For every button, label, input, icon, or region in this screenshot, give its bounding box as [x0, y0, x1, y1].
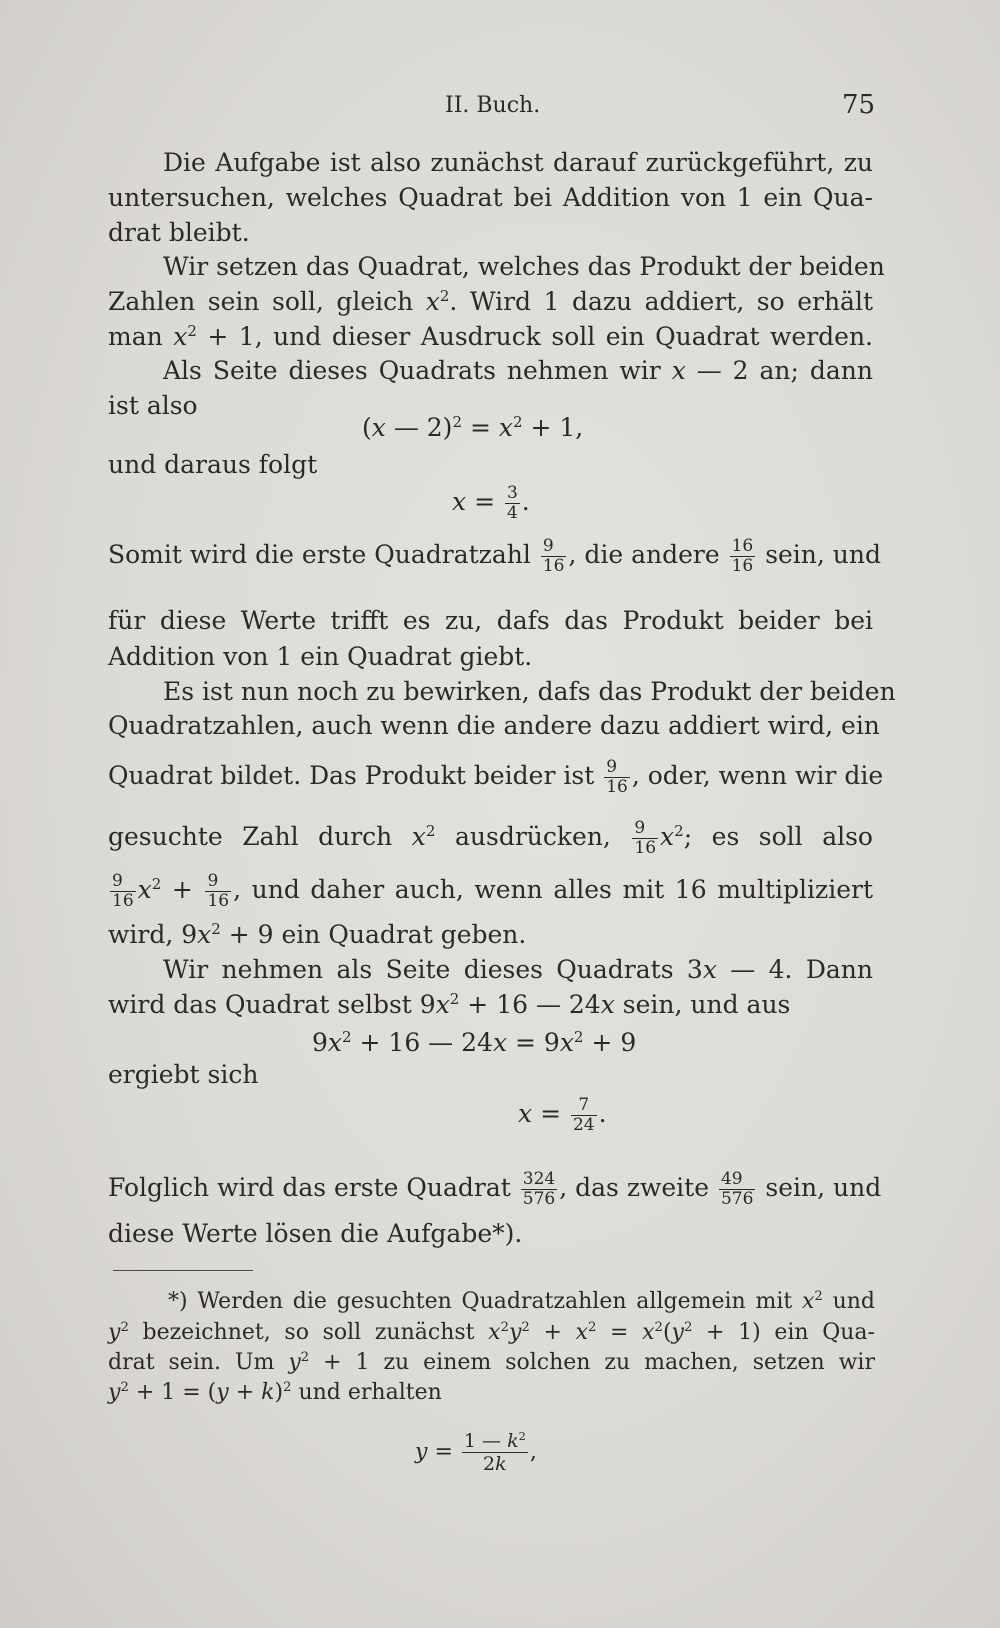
text-line: Quadrat bildet. Das Produkt beider ist $\frac{9}{16}$ , oder, wenn wir die [108, 757, 884, 797]
equation: $9x^2 + 16$ — $24x = 9x^2 + 9$ [312, 1028, 637, 1057]
text-line: Quadratzahlen, auch wenn die andere dazu addiert wird, ein [108, 711, 880, 740]
text-line: Es ist nun noch zu bewirken, dafs das Produkt der beiden [163, 677, 896, 706]
footnote-rule [113, 1270, 253, 1271]
text-line: Zahlen sein soll, gleich $x^2$. Wird 1 dazu addiert, so erhält [108, 287, 873, 316]
text-line: Als Seite dieses Quadrats nehmen wir x — 2 an; dann [163, 356, 873, 385]
fraction: $\frac{324}{576}$ [522, 1169, 556, 1209]
equation: x = $\frac{7}{24}$ . [518, 1095, 607, 1135]
equation: x = $\frac{3}{4}$ . [452, 483, 530, 523]
text-line: ist also [108, 391, 198, 420]
text-line: wird das Quadrat selbst $9x^2 + 16$ — 24x sein, und aus [108, 990, 791, 1019]
fraction: $\frac{7}{24}$ [572, 1095, 595, 1135]
fraction: $\frac{3}{4}$ [506, 483, 518, 523]
text-line: und daraus folgt [108, 450, 318, 479]
text-line: gesuchte Zahl durch $x^2$ ausdrücken, $\frac{9}{16}$ $x^2$; es soll also [108, 818, 873, 858]
footnote-line: drat sein. Um $y^2 + 1$ zu einem solchen zu machen, setzen wir [108, 1350, 875, 1375]
text-line: für diese Werte trifft es zu, dafs das Produkt beider bei [108, 606, 873, 635]
text-line: wird, $9x^2 + 9$ ein Quadrat geben. [108, 920, 527, 949]
fraction: $\frac{9}{16}$ [634, 818, 657, 858]
text-line: $\frac{9}{16}$ $x^2$ + $\frac{9}{16}$ , und daher auch, wenn alles mit 16 multipliziert [112, 871, 874, 911]
text-line: man $x^2 + 1$, und dieser Ausdruck soll ein Quadrat werden. [108, 322, 874, 351]
footnote-line: $y^2 + 1 = (y + k)^2$ und erhalten [108, 1380, 442, 1405]
text-line: Wir setzen das Quadrat, welches das Produkt der beiden [163, 252, 885, 281]
text-line: Folglich wird das erste Quadrat $\frac{324}{576}$ , das zweite $\frac{49}{576}$ sein, und [108, 1169, 882, 1209]
text-line: diese Werte lösen die Aufgabe*). [108, 1219, 523, 1248]
equation: (x — $2)^2 = x^2 + 1$, [362, 413, 584, 442]
text-line: Die Aufgabe ist also zunächst darauf zurückgeführt, zu [163, 148, 873, 177]
text-line: ergiebt sich [108, 1060, 259, 1089]
text-line: untersuchen, welches Quadrat bei Addition von 1 ein Qua- [108, 183, 873, 212]
fraction: $\frac{1 — k^2}{2k}$ [463, 1429, 526, 1475]
text-line: Addition von 1 ein Quadrat giebt. [108, 642, 533, 671]
footnote-line: *) Werden die gesuchten Quadratzahlen allgemein mit $x^2$ und [168, 1289, 875, 1314]
fraction: $\frac{9}{16}$ [112, 871, 134, 911]
text-line: Somit wird die erste Quadratzahl $\frac{9}{16}$ , die andere $\frac{16}{16}$ sein, und [108, 536, 882, 576]
fraction: $\frac{9}{16}$ [542, 536, 565, 576]
text-line: Wir nehmen als Seite dieses Quadrats 3x — 4. Dann [163, 955, 873, 984]
running-title: II. Buch. [445, 93, 541, 118]
fraction: $\frac{9}{16}$ [207, 871, 230, 911]
fraction: $\frac{16}{16}$ [731, 536, 754, 576]
footnote-line: $y^2$ bezeichnet, so soll zunächst $x^2y^2 + x^2 = x^2(y^2 + 1)$ ein Qua- [108, 1320, 875, 1345]
footnote-equation: y = $\frac{1 — k^2}{2k}$ , [415, 1429, 537, 1475]
fraction: $\frac{9}{16}$ [606, 757, 628, 797]
page-number: 75 [842, 90, 876, 120]
fraction: $\frac{49}{576}$ [720, 1169, 754, 1209]
text-line: drat bleibt. [108, 218, 250, 247]
